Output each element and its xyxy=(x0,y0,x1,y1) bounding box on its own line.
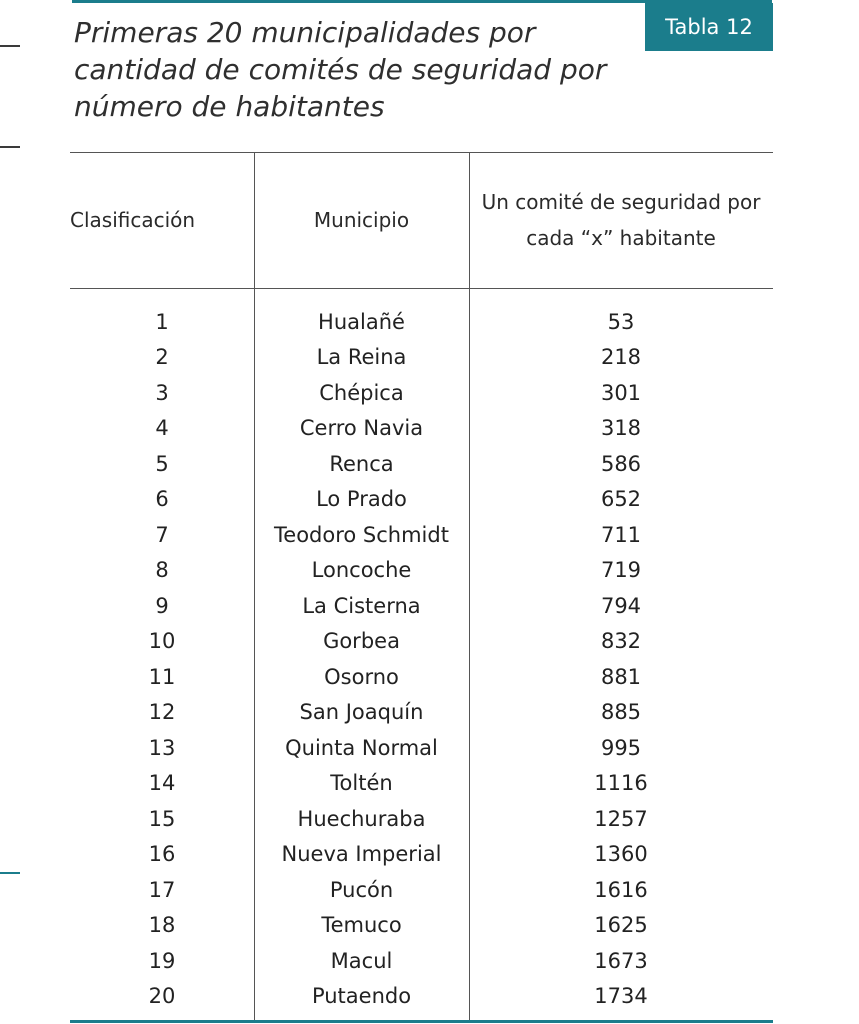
habitantes-cell: 586 xyxy=(600,451,642,476)
municipio-cell: Hualañé xyxy=(318,309,405,334)
rank-cell: 15 xyxy=(148,806,176,831)
habitantes-cell: 1257 xyxy=(594,806,648,831)
municipio-cell: Temuco xyxy=(321,913,402,938)
table-number-badge: Tabla 12 xyxy=(645,3,773,51)
habitantes-cell: 652 xyxy=(600,487,642,512)
table-row xyxy=(70,624,773,660)
rank-cell: 18 xyxy=(148,913,176,938)
municipio-cell: Cerro Navia xyxy=(299,416,424,441)
rank-cell: 6 xyxy=(155,487,169,512)
habitantes-cell: 794 xyxy=(600,593,642,618)
habitantes-cell: 832 xyxy=(600,629,642,654)
habitantes-cell: 1616 xyxy=(594,877,648,902)
municipio-cell: Quinta Normal xyxy=(285,735,438,760)
habitantes-cell: 318 xyxy=(600,416,642,441)
margin-tick xyxy=(0,146,20,148)
rank-cell: 4 xyxy=(155,416,169,441)
municipio-cell: Renca xyxy=(329,451,394,476)
municipio-cell: La Cisterna xyxy=(302,593,421,618)
municipio-cell: Loncoche xyxy=(311,558,412,583)
table-row xyxy=(70,943,773,979)
municipio-cell: La Reina xyxy=(316,345,407,370)
habitantes-cell: 711 xyxy=(600,522,642,547)
habitantes-cell: 53 xyxy=(607,309,635,334)
table-row xyxy=(70,517,773,553)
municipio-cell: Putaendo xyxy=(311,984,412,1009)
table-row xyxy=(70,908,773,944)
table-body xyxy=(70,304,773,1014)
rank-cell: 14 xyxy=(148,771,176,796)
table-row xyxy=(70,304,773,340)
habitantes-cell: 218 xyxy=(600,345,642,370)
margin-tick xyxy=(0,45,20,47)
header-habitantes: Un comité de seguridad por cada “x” habitante xyxy=(481,190,761,250)
table-row xyxy=(70,979,773,1015)
municipio-cell: Teodoro Schmidt xyxy=(274,522,449,547)
municipio-cell: Lo Prado xyxy=(316,487,407,512)
municipio-cell: Gorbea xyxy=(323,629,400,654)
table-row xyxy=(70,730,773,766)
municipio-cell: Osorno xyxy=(324,664,399,689)
table-row xyxy=(70,801,773,837)
table-row xyxy=(70,411,773,447)
table-bottom-rule xyxy=(70,1020,773,1023)
rank-cell: 10 xyxy=(148,629,176,654)
table-row xyxy=(70,340,773,376)
rank-cell: 16 xyxy=(148,842,176,867)
table-row xyxy=(70,375,773,411)
table-row xyxy=(70,446,773,482)
rank-cell: 19 xyxy=(148,948,176,973)
habitantes-cell: 1116 xyxy=(594,771,648,796)
habitantes-cell: 995 xyxy=(600,735,642,760)
municipio-cell: Nueva Imperial xyxy=(281,842,442,867)
habitantes-cell: 885 xyxy=(600,700,642,725)
rank-cell: 17 xyxy=(148,877,176,902)
table-row xyxy=(70,766,773,802)
ranking-table xyxy=(70,152,773,1022)
table-row xyxy=(70,872,773,908)
table-row xyxy=(70,695,773,731)
rank-cell: 11 xyxy=(148,664,176,689)
table-row xyxy=(70,482,773,518)
rank-cell: 8 xyxy=(155,558,169,583)
habitantes-cell: 1734 xyxy=(594,984,648,1009)
header-bottom-rule xyxy=(70,288,773,289)
habitantes-cell: 1360 xyxy=(594,842,648,867)
rank-cell: 13 xyxy=(148,735,176,760)
table-header xyxy=(70,152,773,288)
habitantes-cell: 1673 xyxy=(594,948,648,973)
municipio-cell: Huechuraba xyxy=(297,806,426,831)
municipio-cell: Chépica xyxy=(319,380,404,405)
table-row xyxy=(70,659,773,695)
page-title: Primeras 20 municipalidades por cantidad de comités de seguridad por número de habitantes xyxy=(74,16,607,123)
header-municipio: Municipio xyxy=(313,208,410,232)
municipio-cell: Pucón xyxy=(329,877,394,902)
table-row xyxy=(70,837,773,873)
habitantes-cell: 301 xyxy=(600,380,642,405)
rank-cell: 1 xyxy=(155,309,169,334)
rank-cell: 2 xyxy=(155,345,169,370)
margin-tick xyxy=(0,872,20,874)
municipio-cell: San Joaquín xyxy=(299,700,424,725)
table-row xyxy=(70,588,773,624)
municipio-cell: Macul xyxy=(330,948,393,973)
rank-cell: 12 xyxy=(148,700,176,725)
habitantes-cell: 1625 xyxy=(594,913,648,938)
habitantes-cell: 719 xyxy=(600,558,642,583)
rank-cell: 3 xyxy=(155,380,169,405)
rank-cell: 20 xyxy=(148,984,176,1009)
rank-cell: 7 xyxy=(155,522,169,547)
municipio-cell: Toltén xyxy=(330,771,393,796)
table-row xyxy=(70,553,773,589)
header-clasificacion: Clasificación xyxy=(70,208,196,232)
rank-cell: 9 xyxy=(155,593,169,618)
habitantes-cell: 881 xyxy=(600,664,642,689)
rank-cell: 5 xyxy=(155,451,169,476)
